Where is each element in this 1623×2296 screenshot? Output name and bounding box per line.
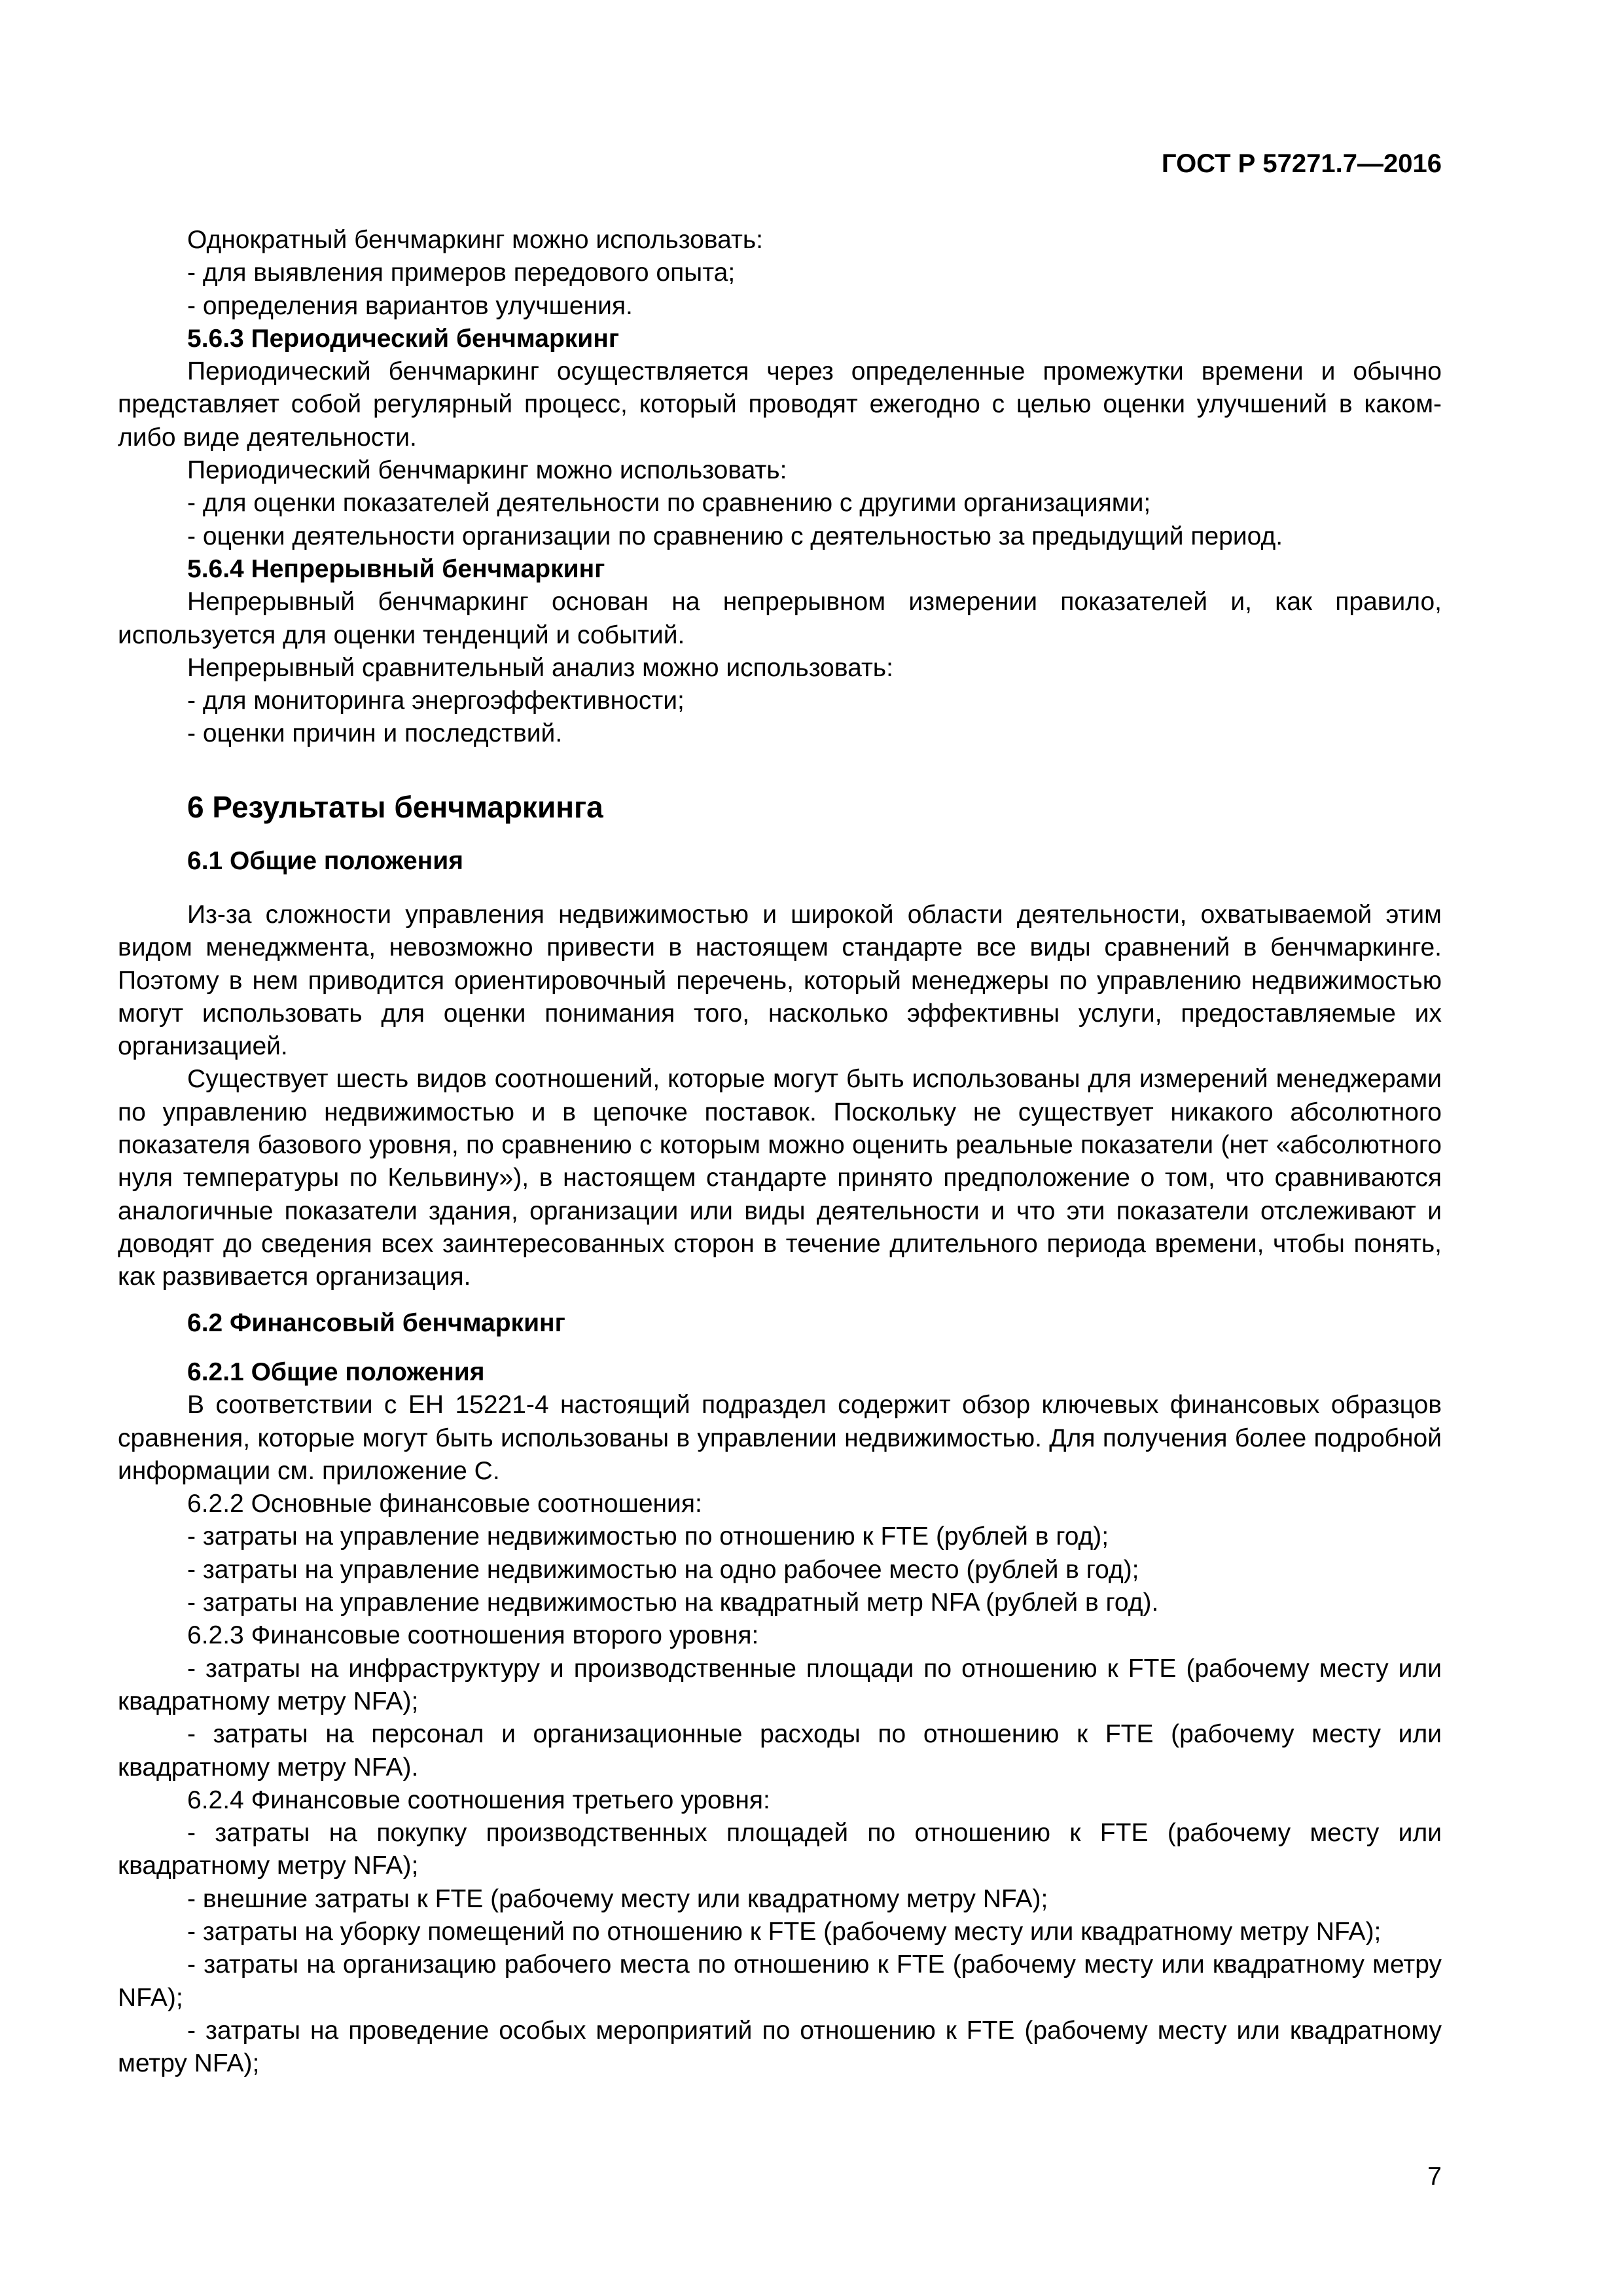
list-item: - затраты на инфраструктуру и производственные площади по отношению к FTE (рабочему месту или квадратному метру NFA); [118, 1654, 1442, 1715]
section-6-2-title: 6.2 Финансовый бенчмаркинг [187, 1309, 565, 1337]
paragraph: Существует шесть видов соотношений, которые могут быть использованы для измерений менеджерами по управлению недвижимостью и в цепочке поставок. Поскольку не существует никакого абсолютного показателя базового уровня, по сравнению с которым можно оценить реальные показатели (нет «абсолютного нуля температуры по Кельвину»), в настоящем стандарте принято предположение о том, что сравниваются аналогичные показатели здания, организации или виды деятельности и что эти показатели отслеживают и доводят до сведения всех заинтересованных сторон в течение длительного периода времени, чтобы понять, как развивается организация. [118, 1065, 1442, 1291]
list-item: - затраты на проведение особых мероприятий по отношению к FTE (рабочему месту или квадратному метру NFA); [118, 2016, 1442, 2078]
paragraph: 6.2.3 Финансовые соотношения второго уровня: [187, 1621, 759, 1650]
subsection-heading: 5.6.3 Периодический бенчмаркинг [187, 324, 620, 353]
list-item: - внешние затраты к FTE (рабочему месту или квадратному метру NFA); [187, 1884, 1048, 1913]
paragraph: Из-за сложности управления недвижимостью и широкой области деятельности, охватываемой этим видом менеджмента, невозможно привести в настоящем стандарте все виды сравнений в бенчмаркинге. Поэтому в нем приводится ориентировочный перечень, который менеджеры по управлению недвижимостью могут использовать для оценки понимания того, насколько эффективны услуги, предоставляемые их организацией. [118, 901, 1442, 1061]
text-block-6-1 [118, 899, 1442, 1294]
paragraph: В соответствии с ЕН 15221-4 настоящий подраздел содержит обзор ключевых финансовых образцов сравнения, которые могут быть использованы в управлении недвижимостью. Для получения более подробной информации см. приложение С. [118, 1391, 1442, 1485]
paragraph: Периодический бенчмаркинг можно использовать: [187, 456, 787, 485]
paragraph: 6.2.4 Финансовые соотношения третьего уровня: [187, 1785, 770, 1814]
paragraph: Однократный бенчмаркинг можно использовать: [187, 226, 763, 254]
section-6-1-title: 6.1 Общие положения [187, 847, 463, 875]
list-item: - для мониторинга энергоэффективности; [187, 687, 685, 715]
paragraph: Периодический бенчмаркинг осуществляется через определенные промежутки времени и обычно представляет собой регулярный процесс, который проводят ежегодно с целью оценки улучшений в каком-либо виде деятельности. [118, 357, 1442, 452]
list-item: - затраты на управление недвижимостью на одно рабочее место (рублей в год); [187, 1555, 1139, 1584]
text-block-6-2 [118, 1356, 1442, 2081]
list-item: - для оценки показателей деятельности по сравнению с другими организациями; [187, 489, 1151, 518]
section-6-title: 6 Результаты бенчмаркинга [187, 790, 603, 824]
list-item: - затраты на покупку производственных площадей по отношению к FTE (рабочему месту или квадратному метру NFA); [118, 1819, 1442, 1880]
subsection-heading: 6.2.1 Общие положения [187, 1358, 485, 1386]
list-item: - затраты на управление недвижимостью на квадратный метр NFA (рублей в год). [187, 1588, 1159, 1617]
list-item: - затраты на организацию рабочего места по отношению к FTE (рабочему месту или квадратному метру NFA); [118, 1950, 1442, 2012]
list-item: - для выявления примеров передового опыта; [187, 259, 736, 287]
list-item: - оценки причин и последствий. [187, 719, 563, 748]
list-item: - затраты на персонал и организационные расходы по отношению к FTE (рабочему месту или квадратному метру NFA). [118, 1720, 1442, 1782]
list-item: - затраты на уборку помещений по отношению к FTE (рабочему месту или квадратному метру NFA); [187, 1918, 1382, 1946]
text-block-5-6 [118, 224, 1442, 751]
paragraph: 6.2.2 Основные финансовые соотношения: [187, 1490, 702, 1518]
paragraph: Непрерывный сравнительный анализ можно использовать: [187, 653, 893, 682]
list-item: - затраты на управление недвижимостью по отношению к FTE (рублей в год); [187, 1522, 1109, 1551]
page-number: 7 [1427, 2162, 1442, 2191]
paragraph: Непрерывный бенчмаркинг основан на непрерывном измерении показателей и, как правило, используется для оценки тенденций и событий. [118, 588, 1442, 649]
subsection-heading: 5.6.4 Непрерывный бенчмаркинг [187, 554, 605, 583]
document-header: ГОСТ Р 57271.7—2016 [1161, 149, 1442, 178]
list-item: - оценки деятельности организации по сравнению с деятельностью за предыдущий период. [187, 522, 1283, 550]
list-item: - определения вариантов улучшения. [187, 291, 633, 320]
